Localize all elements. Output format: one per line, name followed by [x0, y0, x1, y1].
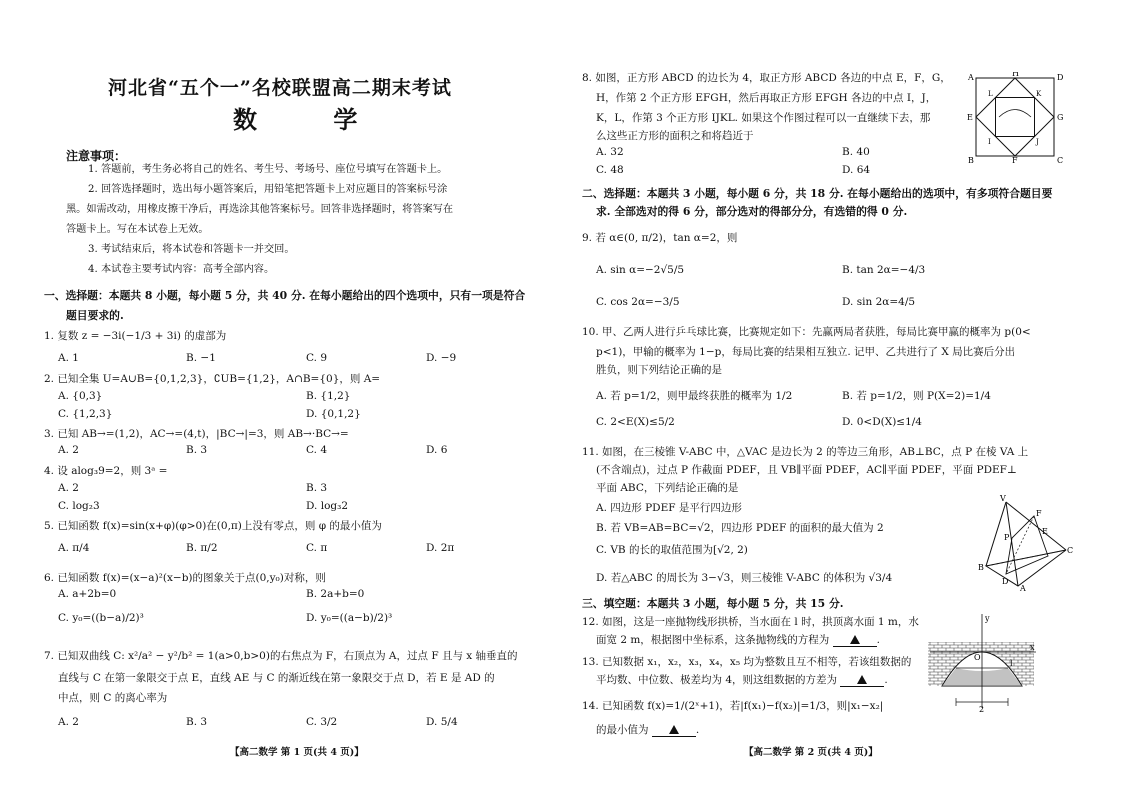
fig-label: L — [988, 90, 993, 98]
question-10: 10. 甲、乙两人进行乒乓球比赛，比赛规定如下：先赢两局者获胜，每局比赛甲赢的概率为 p(0< — [582, 326, 1031, 338]
triangle-icon — [669, 725, 679, 734]
page-footer: 【高二数学 第 2 页(共 4 页)】 — [744, 747, 878, 758]
fig-label: 2 — [979, 705, 985, 714]
fig-label: y — [985, 614, 990, 623]
section-2-heading-cont: 求. 全部选对的得 6 分，部分选对的得部分分，有选错的得 0 分. — [596, 205, 908, 218]
option: B. 40 — [842, 146, 870, 158]
fig-label: E — [967, 113, 973, 122]
option: C. 3/2 — [306, 716, 338, 728]
question-12-text: 面宽 2 m，根据图中坐标系，这条抛物线的方程为 — [596, 634, 830, 646]
fig-label: C — [1057, 156, 1064, 164]
fig-label: F — [1012, 156, 1018, 164]
section-2-heading: 二、选择题：本题共 3 小题，每小题 6 分，共 18 分. 在每小题给出的选项中，有多项符合题目要 — [582, 187, 1053, 200]
question-12: 12. 如图，这是一座抛物线形拱桥，当水面在 l 时，拱顶离水面 1 m，水 — [582, 616, 919, 628]
option: C. 48 — [596, 164, 624, 176]
fig-label: V — [1000, 494, 1006, 503]
question-14: 14. 已知函数 f(x)=1/(2ˣ+1)，若|f(x₁)−f(x₂)|=1/3，则|x₁−x₂| — [582, 700, 884, 712]
question-7-cont: 直线与 C 在第一象限交于点 E，直线 AE 与 C 的渐近线在第一象限交于点 D，若 E 是 AD 的 — [58, 672, 495, 684]
question-13-text: 平均数、中位数、极差均为 4，则这组数据的方差为 — [596, 674, 838, 686]
right-page — [562, 0, 1123, 794]
question-3: 3. 已知 AB→=(1,2)，AC→=(4,t)，|BC→|=3，则 AB→·BC→= — [44, 428, 349, 440]
option: D. 若△ABC 的周长为 3−√3，则三棱锥 V-ABC 的体积为 √3/4 — [596, 572, 893, 584]
option: A. 1 — [58, 352, 79, 364]
question-12-cont: 面宽 2 m，根据图中坐标系，这条抛物线的方程为 . — [596, 634, 880, 646]
option: D. y₀=((a−b)/2)³ — [306, 612, 393, 624]
option: B. 若 p=1/2，则 P(X=2)=1/4 — [842, 390, 991, 402]
option: C. 2<E(X)≤5/2 — [596, 416, 675, 428]
option: A. {0,3} — [58, 390, 103, 402]
question-7-cont: 中点，则 C 的离心率为 — [58, 692, 168, 704]
question-7: 7. 已知双曲线 C: x²/a² − y²/b² = 1(a>0,b>0)的右焦点为 F，右顶点为 A，过点 F 且与 x 轴垂直的 — [44, 650, 518, 662]
question-11-cont: 平面 ABC，下列结论正确的是 — [596, 482, 739, 494]
option: A. 32 — [596, 146, 624, 158]
question-13-cont: 平均数、中位数、极差均为 4，则这组数据的方差为 . — [596, 674, 888, 686]
section-1-heading-cont: 题目要求的. — [66, 309, 124, 322]
note-item: 答题卡上。写在本试卷上无效。 — [66, 224, 209, 235]
note-item: 黑。如需改动，用橡皮擦干净后，再选涂其他答案标号。回答非选择题时，将答案写在 — [66, 204, 454, 215]
fig-label: D — [1002, 577, 1009, 586]
fig-label: C — [1067, 546, 1074, 555]
parabolic-bridge-figure — [926, 612, 1038, 716]
option: C. π — [306, 542, 328, 554]
question-1: 1. 复数 z = −3i(−1/3 + 3i) 的虚部为 — [44, 330, 227, 342]
question-14-text: 的最小值为 — [596, 724, 649, 736]
option: A. 2 — [58, 444, 79, 456]
question-4: 4. 设 alog₃9=2，则 3ᵃ = — [44, 465, 168, 477]
option: D. log₃2 — [306, 500, 349, 512]
option: B. π/2 — [186, 542, 218, 554]
subject-title: 数 学 — [233, 105, 392, 134]
option: A. 若 p=1/2，则甲最终获胜的概率为 1/2 — [596, 390, 793, 402]
option: D. sin 2α=4/5 — [842, 296, 916, 308]
option: C. log₂3 — [58, 500, 100, 512]
section-3-heading: 三、填空题：本题共 3 小题，每小题 5 分，共 15 分. — [582, 597, 844, 610]
question-11-cont: (不含端点)，过点 P 作截面 PDEF，且 VB∥平面 PDEF，AC∥平面 PDEF，平面 PDEF⊥ — [596, 464, 1017, 476]
fig-label: B — [968, 156, 974, 164]
fig-label: I — [988, 138, 991, 146]
question-13: 13. 已知数据 x₁，x₂，x₃，x₄，x₅ 均为整数且互不相等，若该组数据的 — [582, 656, 912, 668]
option: B. −1 — [186, 352, 216, 364]
note-item: 4. 本试卷主要考试内容：高考全部内容。 — [88, 264, 275, 275]
question-8-cont: H，作第 2 个正方形 EFGH，然后再取正方形 EFGH 各边的中点 I，J， — [596, 92, 937, 104]
triangle-icon — [857, 675, 867, 684]
option: C. {1,2,3} — [58, 408, 113, 420]
option: D. 2π — [426, 542, 455, 554]
fig-label: A — [968, 73, 974, 82]
question-5: 5. 已知函数 f(x)=sin(x+φ)(φ>0)在(0,π)上没有零点，则 φ 的最小值为 — [44, 520, 382, 532]
option: D. −9 — [426, 352, 457, 364]
option: A. a+2b=0 — [58, 588, 117, 600]
option: D. 64 — [842, 164, 871, 176]
question-8-cont: K，L，作第 3 个正方形 IJKL. 如果这个作图过程可以一直继续下去，那 — [596, 112, 931, 124]
answer-blank — [840, 674, 884, 687]
option: B. 若 VB=AB=BC=√2，四边形 PDEF 的面积的最大值为 2 — [596, 522, 884, 534]
page-footer: 【高二数学 第 1 页(共 4 页)】 — [230, 747, 364, 758]
option: D. {0,1,2} — [306, 408, 361, 420]
nested-squares-figure — [966, 72, 1066, 164]
option: C. cos 2α=−3/5 — [596, 296, 680, 308]
fig-label: x — [1030, 643, 1035, 652]
left-page — [0, 0, 560, 794]
option: C. y₀=((b−a)/2)³ — [58, 612, 144, 624]
option: B. tan 2α=−4/3 — [842, 264, 926, 276]
question-14-cont: 的最小值为 . — [596, 724, 700, 736]
option: D. 5/4 — [426, 716, 458, 728]
option: A. sin α=−2√5/5 — [596, 264, 685, 276]
tetrahedron-figure — [978, 494, 1074, 592]
note-item: 1. 答题前，考生务必将自己的姓名、考生号、考场号、座位号填写在答题卡上。 — [88, 164, 448, 175]
option: B. 3 — [186, 444, 208, 456]
exam-title: 河北省“五个一”名校联盟高二期末考试 — [108, 77, 452, 99]
question-8-cont: 么这些正方形的面积之和将趋近于 — [596, 130, 754, 142]
option: B. 3 — [186, 716, 208, 728]
option: A. π/4 — [58, 542, 90, 554]
fig-label: G — [1057, 113, 1064, 122]
option: C. VB 的长的取值范围为[√2, 2) — [596, 544, 748, 556]
option: D. 0<D(X)≤1/4 — [842, 416, 922, 428]
fig-label: l — [1010, 659, 1013, 668]
fig-label: H — [1012, 72, 1019, 78]
section-1-heading: 一、选择题：本题共 8 小题，每小题 5 分，共 40 分. 在每小题给出的四个选项中，只有一项是符合 — [44, 289, 526, 302]
question-11: 11. 如图，在三棱锥 V-ABC 中，△VAC 是边长为 2 的等边三角形，AB⊥BC，点 P 在棱 VA 上 — [582, 446, 1029, 458]
triangle-icon — [850, 635, 860, 644]
fig-label: K — [1036, 90, 1042, 98]
option: A. 四边形 PDEF 是平行四边形 — [596, 502, 742, 514]
fig-label: A — [1020, 584, 1026, 592]
fig-label: J — [1036, 138, 1039, 146]
option: D. 6 — [426, 444, 448, 456]
notes-heading: 注意事项： — [66, 149, 127, 163]
option: C. 9 — [306, 352, 328, 364]
option: B. 3 — [306, 482, 328, 494]
option: A. 2 — [58, 482, 79, 494]
option: B. 2a+b=0 — [306, 588, 365, 600]
fig-label: E — [1042, 527, 1048, 536]
answer-blank — [652, 724, 696, 737]
option: C. 4 — [306, 444, 328, 456]
note-item: 2. 回答选择题时，选出每小题答案后，用铅笔把答题卡上对应题目的答案标号涂 — [88, 184, 448, 195]
answer-blank — [833, 634, 877, 647]
note-item: 3. 考试结束后，将本试卷和答题卡一并交回。 — [88, 244, 295, 255]
question-2: 2. 已知全集 U=A∪B={0,1,2,3}，∁UB={1,2}，A∩B={0}，则 A= — [44, 373, 381, 385]
question-10-cont: 胜负，则下列结论正确的是 — [596, 364, 722, 376]
option: B. {1,2} — [306, 390, 351, 402]
fig-label: D — [1057, 73, 1064, 82]
fig-label: F — [1036, 509, 1042, 518]
question-10-cont: p<1)，甲输的概率为 1−p，每局比赛的结果相互独立. 记甲、乙共进行了 X 局比赛后分出 — [596, 346, 1016, 358]
question-8: 8. 如图，正方形 ABCD 的边长为 4，取正方形 ABCD 各边的中点 E，F，G， — [582, 72, 951, 84]
fig-label: O — [974, 653, 981, 662]
option: A. 2 — [58, 716, 79, 728]
question-9: 9. 若 α∈(0, π/2)，tan α=2，则 — [582, 232, 738, 244]
fig-label: B — [978, 563, 984, 572]
question-6: 6. 已知函数 f(x)=(x−a)²(x−b)的图象关于点(0,y₀)对称，则 — [44, 572, 326, 584]
fig-label: P — [1004, 533, 1010, 542]
